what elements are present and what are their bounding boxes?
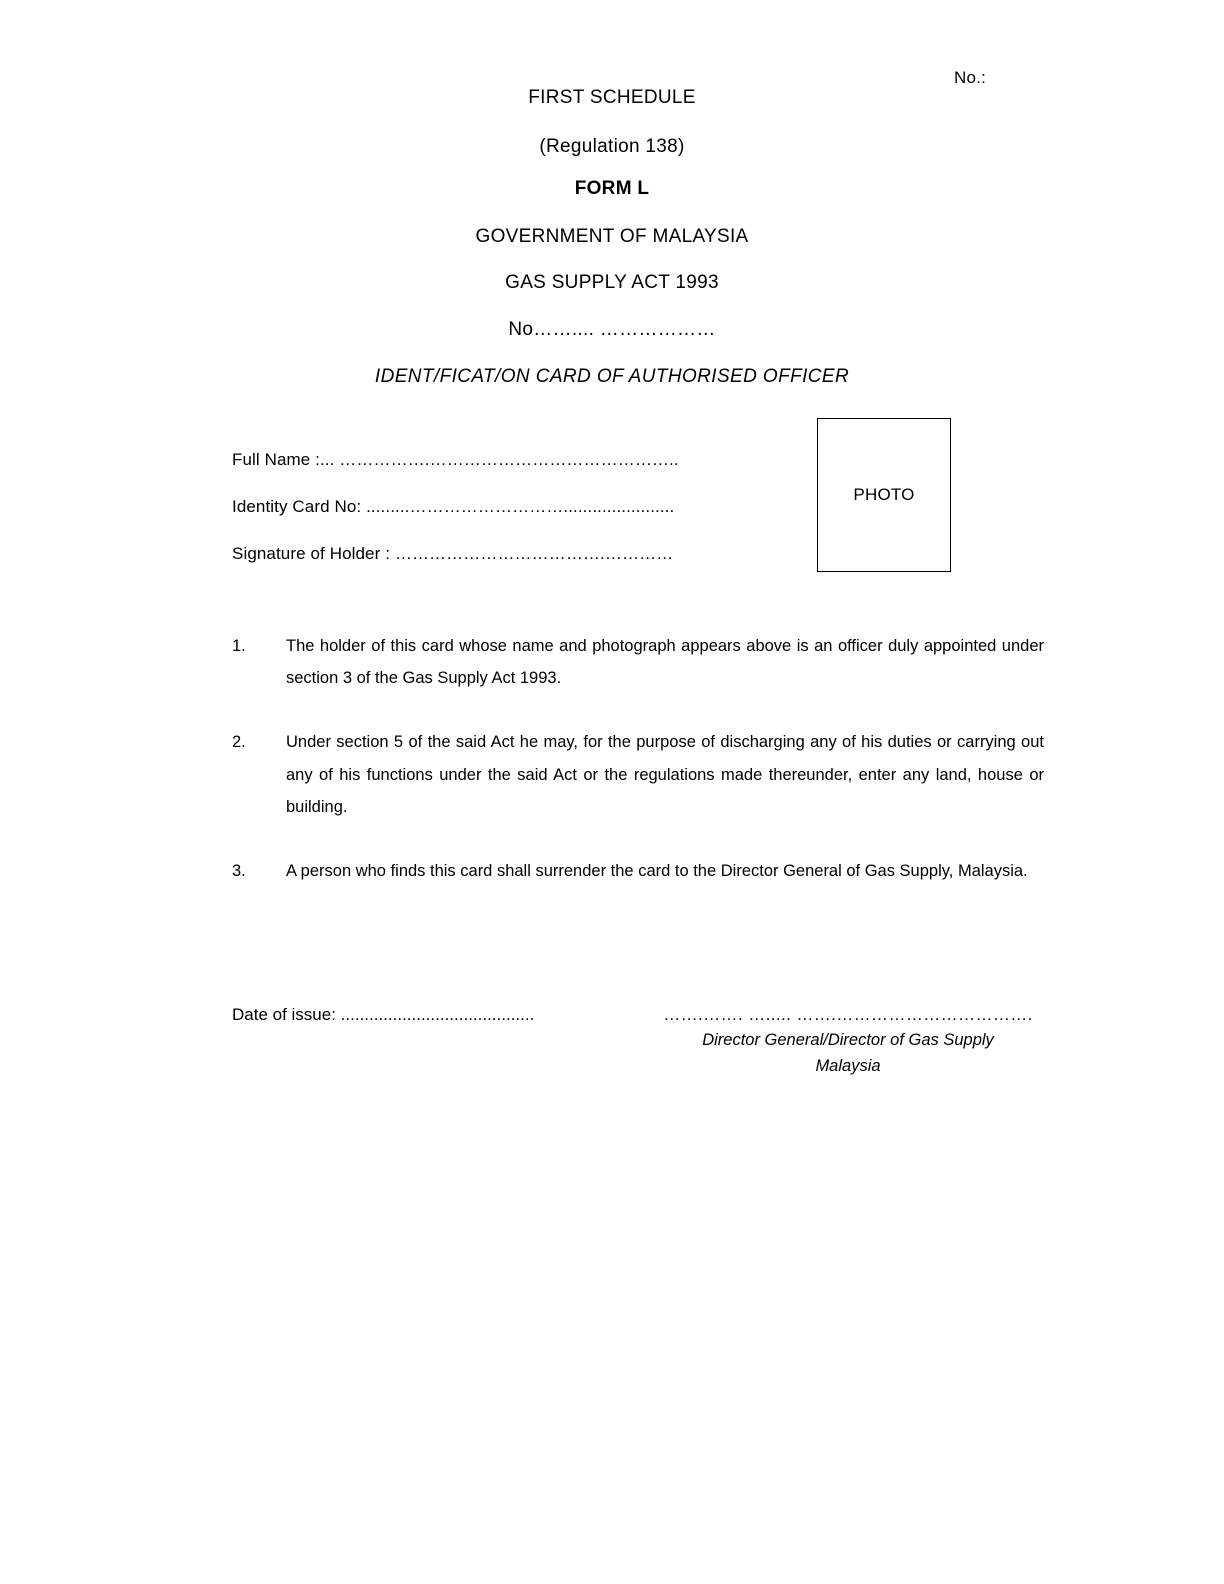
full-name-field[interactable]: Full Name :... …………….……………………………………..	[232, 450, 679, 469]
clauses-section	[232, 630, 1044, 919]
clause-text: Under section 5 of the said Act he may, for the purpose of discharging any of his duties or carrying out any of his functions under the said Act or the regulations made thereunder, enter any land, house or building.	[286, 733, 1044, 816]
act-name: GAS SUPPLY ACT 1993	[505, 272, 719, 293]
clause-number: 2.	[232, 733, 246, 752]
government-name: GOVERNMENT OF MALAYSIA	[475, 226, 749, 247]
regulation-reference: (Regulation 138)	[539, 136, 685, 157]
clause-item	[232, 726, 1044, 823]
document-number-label: No.:	[954, 68, 986, 87]
identity-card-number-field[interactable]: Identity Card No: .........……………………….......................	[232, 497, 675, 516]
serial-number-line: No…….... ………………	[508, 319, 716, 340]
photo-placeholder-box	[817, 418, 951, 572]
document-title: IDENT/FICAT/ON CARD OF AUTHORISED OFFICER	[374, 366, 850, 387]
signatory-title-line1: Director General/Director of Gas Supply	[702, 1031, 994, 1049]
clause-number: 1.	[232, 637, 246, 655]
first-schedule-title: FIRST SCHEDULE	[528, 87, 696, 108]
clause-item	[232, 630, 1044, 694]
signatory-title-line2: Malaysia	[815, 1057, 881, 1076]
signature-of-holder-field[interactable]: Signature of Holder : ……………………………….…………	[232, 544, 674, 563]
holder-details-section	[232, 450, 792, 591]
signatory-block	[652, 1005, 1044, 1078]
clause-text: A person who finds this card shall surrender the card to the Director General of Gas Supply, Malaysia.	[286, 861, 1028, 880]
form-designation: FORM L	[574, 178, 650, 199]
photo-label: PHOTO	[853, 485, 915, 504]
document-header	[232, 88, 992, 408]
clause-number: 3.	[232, 861, 246, 880]
clause-text: The holder of this card whose name and photograph appears above is an officer duly appointed under section 3 of the Gas Supply Act 1993.	[286, 637, 1044, 688]
date-of-issue-field[interactable]: Date of issue: .........................................	[232, 1005, 535, 1024]
document-footer	[232, 1005, 1044, 1078]
clause-item	[232, 855, 1044, 887]
signature-line[interactable]: …….……. …..... …….…………………………….	[663, 1005, 1033, 1024]
